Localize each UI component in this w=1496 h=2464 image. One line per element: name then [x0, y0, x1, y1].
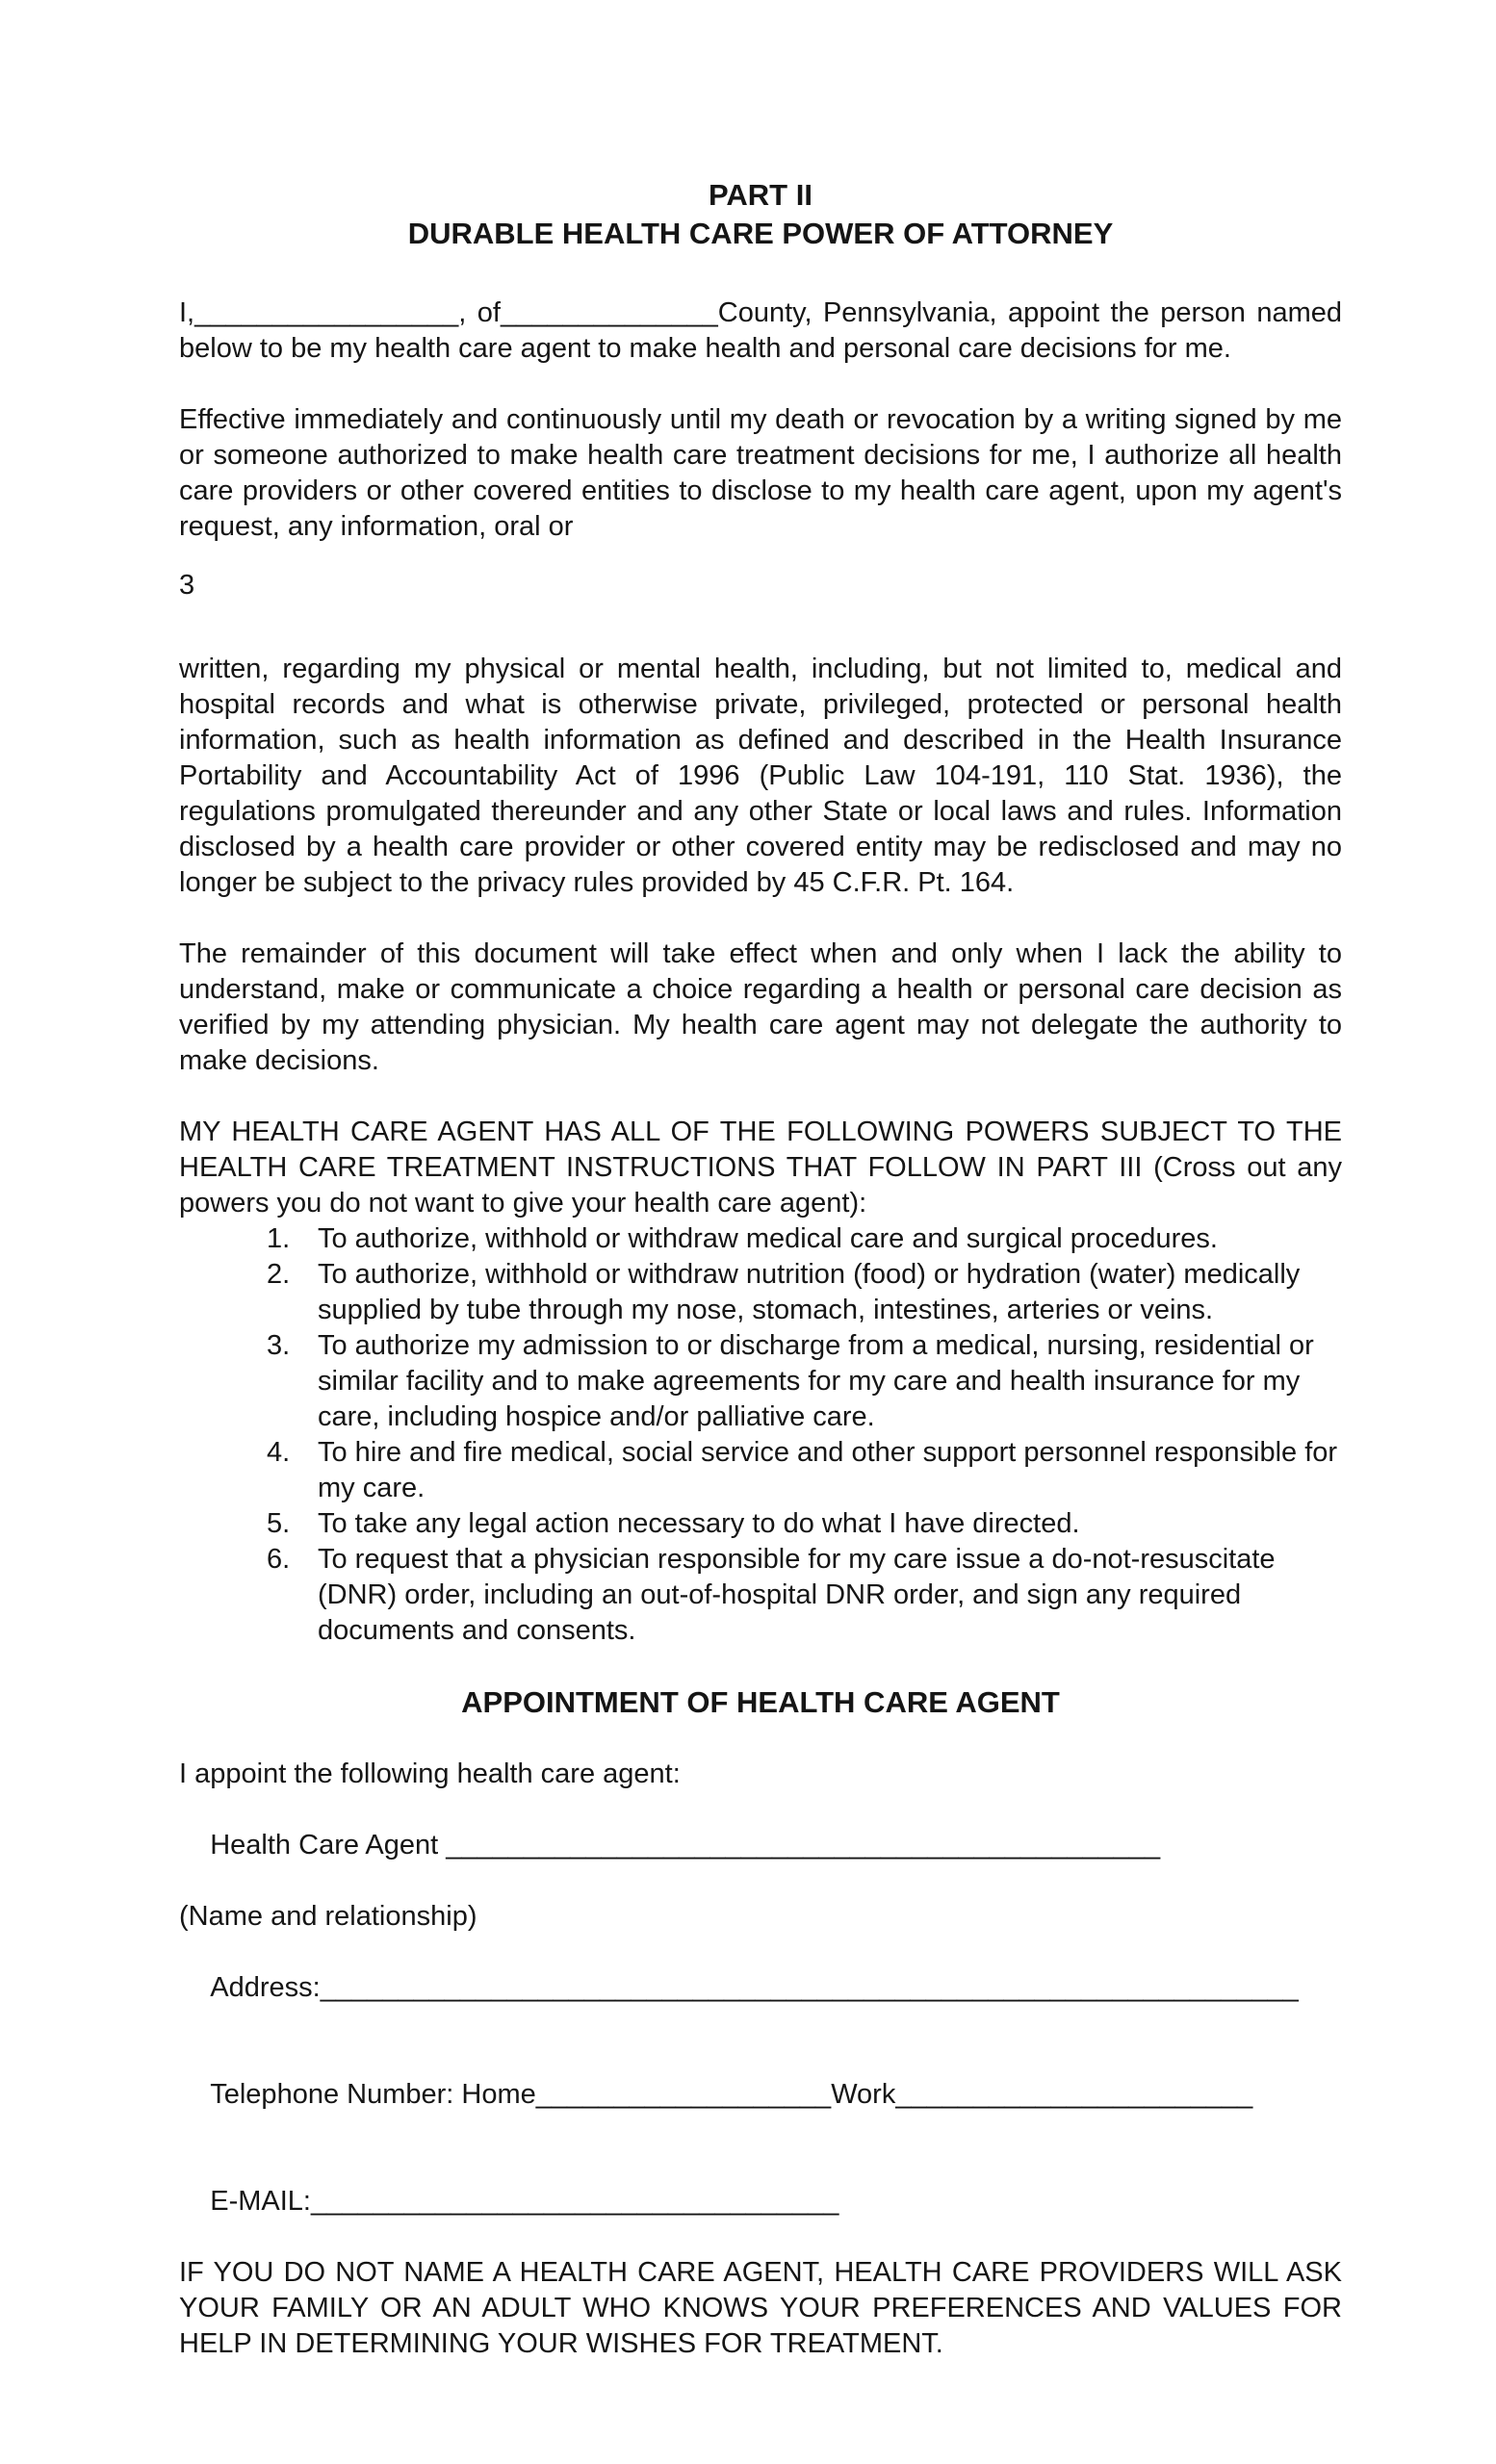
telephone-line: [179, 2041, 1342, 2148]
power-item-5: [179, 1506, 1342, 1542]
power-item-1: [179, 1221, 1342, 1257]
power-item-number: 6.: [267, 1544, 291, 1575]
telephone-home-label: Telephone Number: Home: [210, 2079, 536, 2110]
address-label: Address:: [210, 1972, 321, 2003]
power-item-text: To hire and fire medical, social service and other support personnel responsible for my care.: [318, 1437, 1338, 1503]
appointment-intro: I appoint the following health care agent:: [179, 1758, 681, 1789]
power-item-number: 1.: [267, 1223, 291, 1254]
effective-paragraph: Effective immediately and continuously until my death or revocation by a writing signed by me or someone authorized to make health care treatment decisions for me, I authorize all health care providers or other covered entities to disclose to my health care agent, upon my agent's request, any information, oral or: [179, 404, 1342, 542]
name-relationship-caption: (Name and relationship): [179, 1901, 477, 1932]
agent-name-blank: ______________________________________________: [446, 1830, 1161, 1861]
power-item-text: To authorize, withhold or withdraw medical care and surgical procedures.: [318, 1223, 1218, 1254]
document-title: [179, 176, 1342, 253]
address-blank: _______________________________________________________________: [320, 1972, 1299, 2003]
remainder-paragraph: The remainder of this document will take effect when and only when I lack the ability to understand, make or communicate a choice regarding a health or personal care decision as verified by my attending physician. My health care agent may not delegate the authority to make decisions.: [179, 938, 1342, 1076]
email-line: [179, 2148, 1342, 2255]
page-number: 3: [179, 570, 195, 601]
power-item-number: 3.: [267, 1330, 291, 1361]
powers-list: [179, 1221, 1342, 1649]
power-item-2: [179, 1257, 1342, 1328]
power-item-3: [179, 1328, 1342, 1435]
power-item-text: To request that a physician responsible for my care issue a do-not-resuscitate (DNR) order, including an out-of-hospital DNR order, and sign any required documents and consents.: [318, 1544, 1276, 1646]
power-item-number: 2.: [267, 1259, 291, 1290]
power-item-text: To authorize, withhold or withdraw nutrition (food) or hydration (water) medically supplied by tube through my nose, stomach, intestines, arteries or veins.: [318, 1259, 1301, 1325]
part-title: PART II: [709, 178, 812, 212]
agent-name-line: [179, 1792, 1342, 1899]
powers-intro-paragraph: MY HEALTH CARE AGENT HAS ALL OF THE FOLLOWING POWERS SUBJECT TO THE HEALTH CARE TREATMENT INSTRUCTIONS THAT FOLLOW IN PART III (Cross out any powers you do not want to give your health care agent):: [179, 1116, 1342, 1219]
intro-paragraph: I,_________________, of______________County, Pennsylvania, appoint the person named below to be my health care agent to make health and personal care decisions for me.: [179, 297, 1342, 364]
telephone-home-blank: ___________________: [535, 2079, 832, 2110]
email-blank: __________________________________: [310, 2186, 839, 2217]
address-line: [179, 1935, 1342, 2041]
power-item-4: [179, 1435, 1342, 1506]
telephone-work-blank: _______________________: [895, 2079, 1253, 2110]
appointment-heading: APPOINTMENT OF HEALTH CARE AGENT: [461, 1685, 1060, 1719]
email-label: E-MAIL:: [210, 2186, 311, 2217]
power-item-text: To take any legal action necessary to do what I have directed.: [318, 1508, 1080, 1539]
telephone-work-label: Work: [831, 2079, 896, 2110]
power-item-number: 5.: [267, 1508, 291, 1539]
agent-name-label: Health Care Agent: [210, 1830, 447, 1861]
hipaa-paragraph: written, regarding my physical or mental health, including, but not limited to, medical and hospital records and what is otherwise private, privileged, protected or personal health information, such as health information as defined and described in the Health Insurance Portability and Accountability Act of 1996 (Public Law 104-191, 110 Stat. 1936), the regulations promulgated thereunder and any other State or local laws and rules. Information disclosed by a health care provider or other covered entity may be redisclosed and may no longer be subject to the privacy rules provided by 45 C.F.R. Pt. 164.: [179, 654, 1342, 898]
power-item-6: [179, 1542, 1342, 1649]
power-item-text: To authorize my admission to or discharge from a medical, nursing, residential or similar facility and to make agreements for my care and health insurance for my care, including hospice and/or palliative care.: [318, 1330, 1314, 1432]
no-agent-notice: IF YOU DO NOT NAME A HEALTH CARE AGENT, HEALTH CARE PROVIDERS WILL ASK YOUR FAMILY OR AN ADULT WHO KNOWS YOUR PREFERENCES AND VALUES FOR HELP IN DETERMINING YOUR WISHES FOR TREATMENT.: [179, 2257, 1342, 2359]
power-item-number: 4.: [267, 1437, 291, 1468]
document-title-text: DURABLE HEALTH CARE POWER OF ATTORNEY: [407, 217, 1114, 250]
